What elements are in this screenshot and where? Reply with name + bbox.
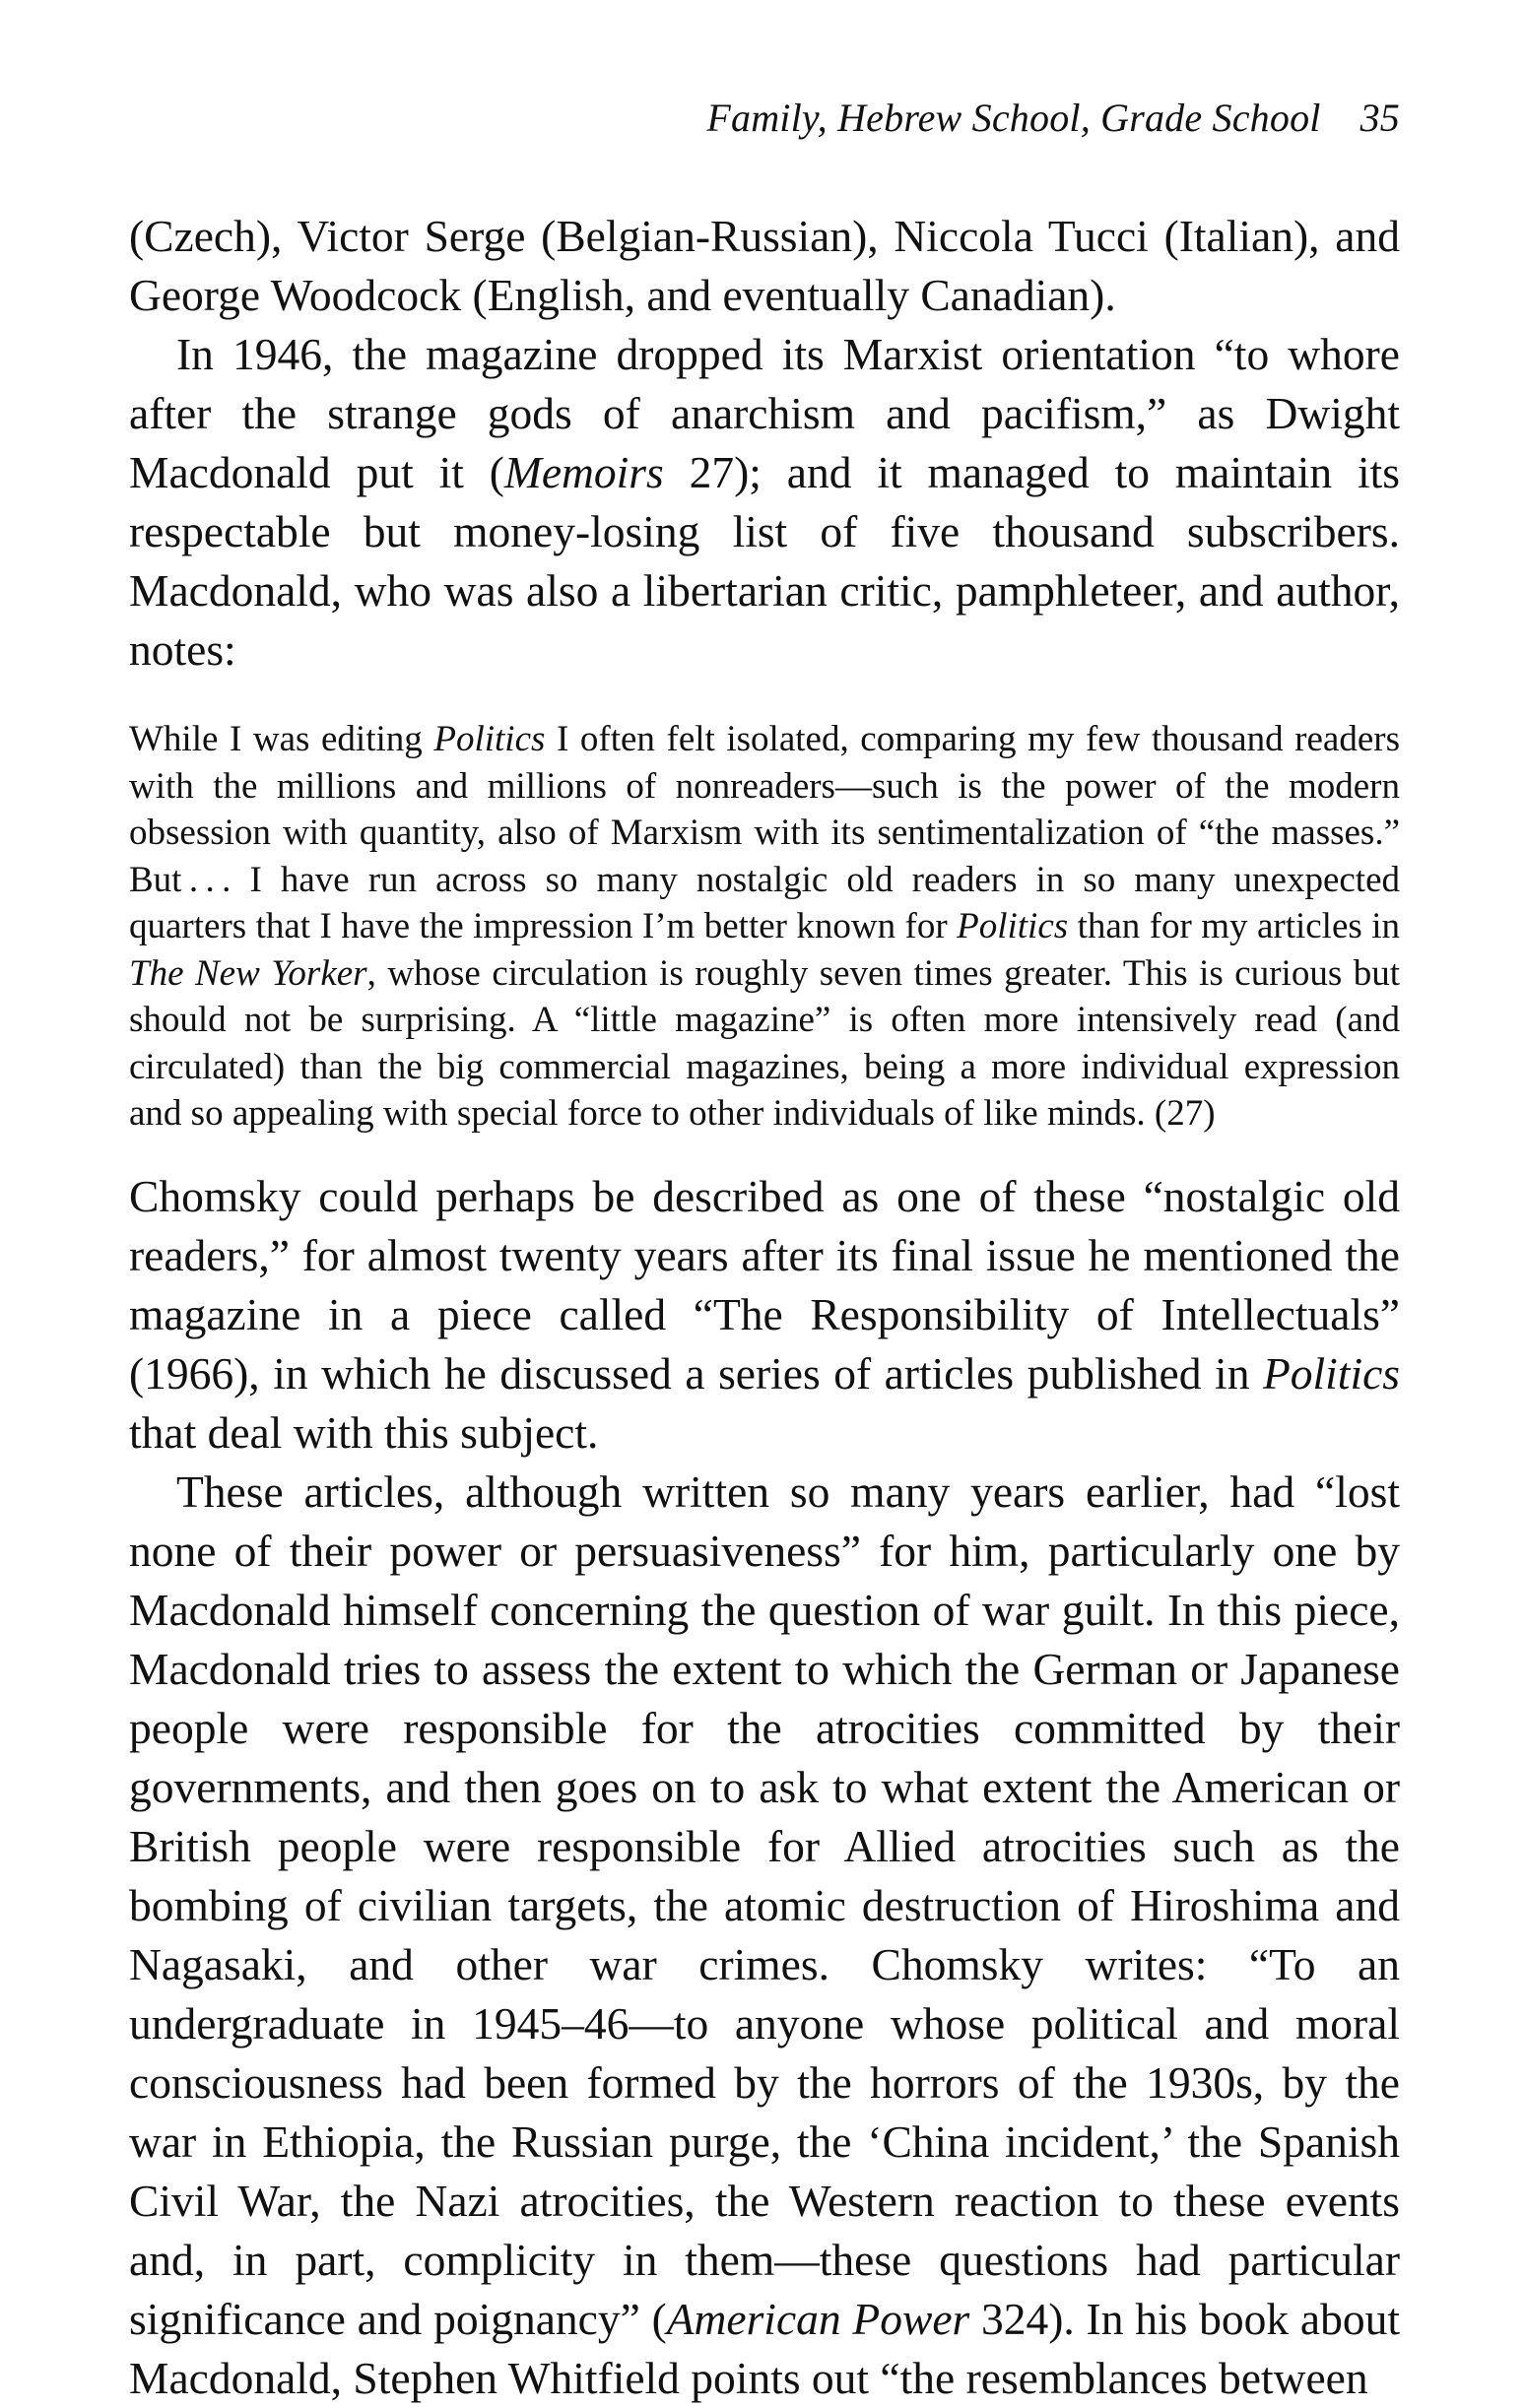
text-run: , whose circulation is roughly seven times greater. This is curious but should not be surprising. A “little magazine” is often more intensively read (and circulated) than the big commercial magazines, being a more individual expression and so appealing with special force to other individuals of like minds. (27) [129, 952, 1400, 1134]
block-quote [129, 716, 1400, 1138]
text-run: I often felt isolated, comparing my few thousand readers with the millions and millions of nonreaders—such is the power of the modern obsession with quantity, also of Marxism with its sentimentalization of “the masses.” But . . . I have run across so many nostalgic old readers in so many unexpected quarters that I have the impression I’m better known for [129, 719, 1400, 946]
text-run: Chomsky could perhaps be described as one of these “nostalgic old readers,” for almost twenty years after its final issue he mentioned the magazine in a piece called “The Responsibility of Intellectuals” (1966), in which he discussed a series of articles published in [129, 1170, 1400, 1399]
text-run: 324). In his book about Macdonald, Stephen Whitfield points out “the resemblances between [129, 2293, 1400, 2403]
book-page [129, 95, 1400, 2408]
text-run: While I was editing [129, 719, 434, 759]
text-run: (Czech), Victor Serge (Belgian-Russian), Niccola Tucci (Italian), and George Woodcock (English, and eventually Canadian). [129, 211, 1400, 320]
running-head [129, 95, 1400, 142]
italic-text: Politics [1262, 1347, 1400, 1399]
text-run: than for my articles in [1068, 906, 1400, 946]
paragraph [129, 1167, 1400, 1463]
italic-text: Politics [433, 719, 546, 759]
running-head-title: Family, Hebrew School, Grade School [706, 96, 1321, 140]
italic-text: Politics [957, 906, 1069, 946]
paragraph [129, 1463, 1400, 2408]
text-run: 27); and it managed to maintain its respectable but money-losing list of five thousand subscribers. Macdonald, who was also a libertarian critic, pamphleteer, and author, notes: [129, 447, 1400, 675]
text-run: In 1946, the magazine dropped its Marxist orientation “to whore after the strange gods of anarchism and pacifism,” as Dwight Macdonald put it ( [129, 329, 1400, 497]
text-run: These articles, although written so many years earlier, had “lost none of their power or persuasiveness” for him, particularly one by Macdonald himself concerning the question of war guilt. In this piece, Macdonald tries to assess the extent to which the German or Japanese people were responsible for the atrocities committed by their governments, and then goes on to ask to what extent the American or British people were responsible for Allied atrocities such as the bombing of civilian targets, the atomic destruction of Hiroshima and Nagasaki, and other war crimes. Chomsky writes: “To an undergraduate in 1945–46—to anyone whose political and moral consciousness had been formed by the horrors of the 1930s, by the war in Ethiopia, the Russian purge, the ‘China incident,’ the Spanish Civil War, the Nazi atrocities, the Western reaction to these events and, in part, complicity in them—these questions had particular significance and poignancy” ( [129, 1465, 1400, 2344]
page-number: 35 [1359, 96, 1400, 140]
italic-text: Memoirs [503, 447, 664, 497]
paragraph [129, 325, 1400, 680]
italic-text: The New Yorker [129, 952, 367, 994]
text-run: that deal with this subject. [129, 1406, 599, 1458]
italic-text: American Power [666, 2293, 970, 2344]
paragraph [129, 207, 1400, 325]
